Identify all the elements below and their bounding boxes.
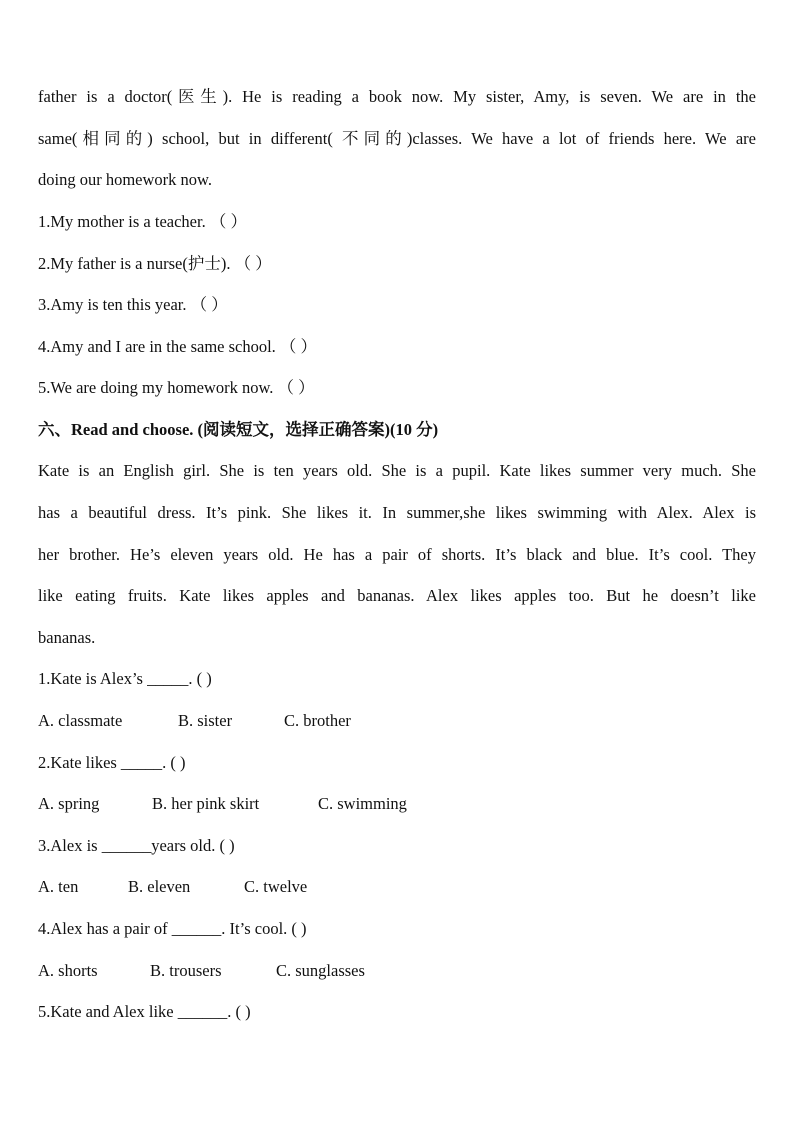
section6-heading: 六、Read and choose. (阅读短文，选择正确答案)(10 分) [38,420,439,439]
question-3-option-a: A. ten [38,877,79,896]
question-2-option-c: C. swimming [318,794,407,813]
question-4: 4.Alex has a pair of ______. It’s cool. ( ) [38,919,307,938]
passage1-line-2: same(相同的) school, but in different( 不同的)classes. We have a lot of friends here. We are [38,129,756,148]
question-4-option-b: B. trousers [150,961,222,980]
question-4-option-c: C. sunglasses [276,961,365,980]
judge-item-1: 1.My mother is a teacher. （ ） [38,212,247,231]
question-3-options [38,876,756,898]
question-1-option-b: B. sister [178,711,233,730]
passage1-line-1: father is a doctor(医生). He is reading a book now. My sister, Amy, is seven. We are in the [38,87,756,106]
question-2-option-b: B. her pink skirt [152,794,260,813]
passage2-line-3: her brother. He’s eleven years old. He has a pair of shorts. It’s black and blue. It’s cool. They [38,545,756,564]
question-5: 5.Kate and Alex like ______. ( ) [38,1002,251,1021]
judge-item-5: 5.We are doing my homework now. （ ） [38,378,315,397]
passage2-line-5: bananas. [38,628,96,647]
question-1: 1.Kate is Alex’s _____. ( ) [38,669,212,688]
question-1-options [38,710,756,732]
question-2-option-a: A. spring [38,794,100,813]
question-3: 3.Alex is ______years old. ( ) [38,836,235,855]
question-1-option-c: C. brother [284,711,351,730]
question-2: 2.Kate likes _____. ( ) [38,753,186,772]
question-1-option-a: A. classmate [38,711,123,730]
passage2-line-1: Kate is an English girl. She is ten years old. She is a pupil. Kate likes summer very much. She [38,461,756,480]
question-2-options [38,793,756,815]
passage2-line-2: has a beautiful dress. It’s pink. She likes it. In summer,she likes swimming with Alex. Alex is [38,503,756,522]
judge-item-3: 3.Amy is ten this year. （ ） [38,295,228,314]
passage2-line-4: like eating fruits. Kate likes apples and bananas. Alex likes apples too. But he doesn’t like [38,586,756,605]
question-4-option-a: A. shorts [38,961,98,980]
judge-item-2: 2.My father is a nurse(护士). （ ） [38,254,272,273]
question-4-options [38,960,756,982]
question-3-option-c: C. twelve [244,877,308,896]
judge-item-4: 4.Amy and I are in the same school. （ ） [38,337,318,356]
passage1-line-3: doing our homework now. [38,170,212,189]
question-3-option-b: B. eleven [128,877,191,896]
